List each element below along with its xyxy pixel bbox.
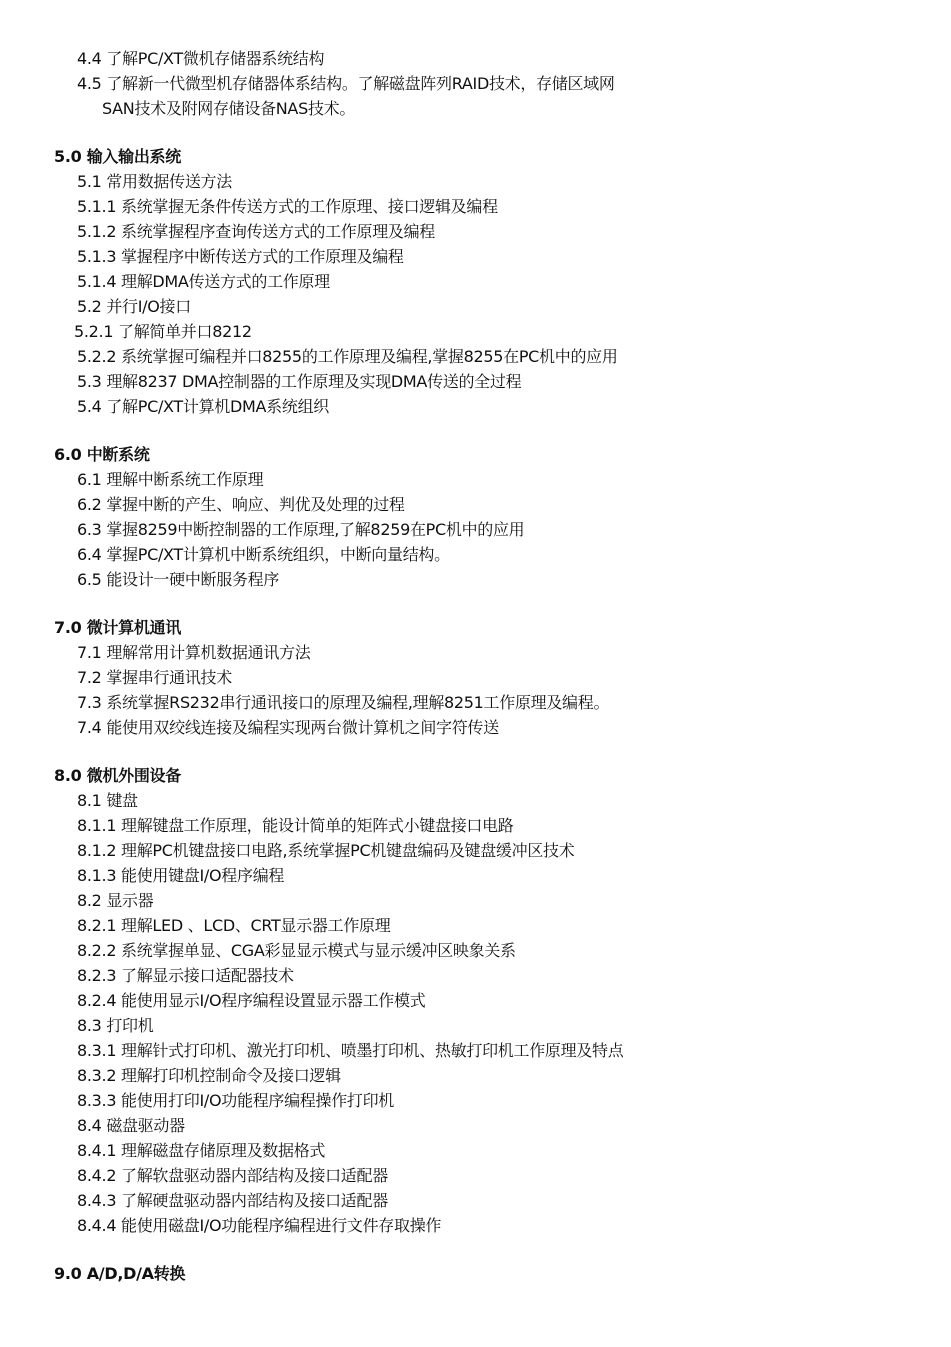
item-5-1-3: 5.1.3 掌握程序中断传送方式的工作原理及编程 bbox=[77, 247, 404, 266]
item-8-3-3: 8.3.3 能使用打印I/O功能程序编程操作打印机 bbox=[77, 1091, 395, 1110]
section-heading-6: 6.0 中断系统 bbox=[54, 445, 150, 464]
item-5-2: 5.2 并行I/O接口 bbox=[77, 297, 191, 316]
item-5-1-2: 5.1.2 系统掌握程序查询传送方式的工作原理及编程 bbox=[77, 222, 435, 241]
item-8-4: 8.4 磁盘驱动器 bbox=[77, 1116, 185, 1135]
item-7-2: 7.2 掌握串行通讯技术 bbox=[77, 668, 232, 687]
item-5-2-2: 5.2.2 系统掌握可编程并口8255的工作原理及编程,掌握8255在PC机中的应用 bbox=[77, 347, 618, 366]
item-8-4-1: 8.4.1 理解磁盘存储原理及数据格式 bbox=[77, 1141, 326, 1160]
item-5-1-1: 5.1.1 系统掌握无条件传送方式的工作原理、接口逻辑及编程 bbox=[77, 197, 498, 216]
item-8-3-1: 8.3.1 理解针式打印机、激光打印机、喷墨打印机、热敏打印机工作原理及特点 bbox=[77, 1041, 624, 1060]
item-8-1: 8.1 键盘 bbox=[77, 791, 138, 810]
item-8-3: 8.3 打印机 bbox=[77, 1016, 154, 1035]
item-4-4: 4.4 了解PC/XT微机存储器系统结构 bbox=[77, 49, 325, 68]
section-heading-8: 8.0 微机外围设备 bbox=[54, 766, 181, 785]
item-8-1-1: 8.1.1 理解键盘工作原理，能设计简单的矩阵式小键盘接口电路 bbox=[77, 816, 514, 835]
section-heading-9: 9.0 A/D,D/A转换 bbox=[54, 1264, 186, 1283]
item-8-2-3: 8.2.3 了解显示接口适配器技术 bbox=[77, 966, 294, 985]
item-6-3: 6.3 掌握8259中断控制器的工作原理,了解8259在PC机中的应用 bbox=[77, 520, 525, 539]
item-7-3: 7.3 系统掌握RS232串行通讯接口的原理及编程,理解8251工作原理及编程。 bbox=[77, 693, 610, 712]
item-8-2-1: 8.2.1 理解LED 、LCD、CRT显示器工作原理 bbox=[77, 916, 391, 935]
item-5-1-4: 5.1.4 理解DMA传送方式的工作原理 bbox=[77, 272, 330, 291]
item-6-4: 6.4 掌握PC/XT计算机中断系统组织，中断向量结构。 bbox=[77, 545, 450, 564]
item-4-5: 4.5 了解新一代微型机存储器体系结构。了解磁盘阵列RAID技术，存储区域网 bbox=[77, 74, 615, 93]
item-5-4: 5.4 了解PC/XT计算机DMA系统组织 bbox=[77, 397, 329, 416]
section-heading-5: 5.0 输入输出系统 bbox=[54, 147, 181, 166]
item-8-1-2: 8.1.2 理解PC机键盘接口电路,系统掌握PC机键盘编码及键盘缓冲区技术 bbox=[77, 841, 575, 860]
item-7-1: 7.1 理解常用计算机数据通讯方法 bbox=[77, 643, 311, 662]
item-6-2: 6.2 掌握中断的产生、响应、判优及处理的过程 bbox=[77, 495, 405, 514]
item-5-3: 5.3 理解8237 DMA控制器的工作原理及实现DMA传送的全过程 bbox=[77, 372, 522, 391]
item-6-5: 6.5 能设计一硬中断服务程序 bbox=[77, 570, 280, 589]
item-8-1-3: 8.1.3 能使用键盘I/O程序编程 bbox=[77, 866, 285, 885]
item-8-4-2: 8.4.2 了解软盘驱动器内部结构及接口适配器 bbox=[77, 1166, 388, 1185]
item-5-2-1: 5.2.1 了解简单并口8212 bbox=[74, 322, 252, 341]
item-6-1: 6.1 理解中断系统工作原理 bbox=[77, 470, 264, 489]
item-5-1: 5.1 常用数据传送方法 bbox=[77, 172, 232, 191]
item-8-2-4: 8.2.4 能使用显示I/O程序编程设置显示器工作模式 bbox=[77, 991, 426, 1010]
item-8-4-4: 8.4.4 能使用磁盘I/O功能程序编程进行文件存取操作 bbox=[77, 1216, 442, 1235]
item-8-2: 8.2 显示器 bbox=[77, 891, 154, 910]
item-4-5-continued: SAN技术及附网存储设备NAS技术。 bbox=[102, 99, 356, 118]
item-8-2-2: 8.2.2 系统掌握单显、CGA彩显显示模式与显示缓冲区映象关系 bbox=[77, 941, 516, 960]
section-heading-7: 7.0 微计算机通讯 bbox=[54, 618, 181, 637]
item-8-4-3: 8.4.3 了解硬盘驱动器内部结构及接口适配器 bbox=[77, 1191, 388, 1210]
item-7-4: 7.4 能使用双绞线连接及编程实现两台微计算机之间字符传送 bbox=[77, 718, 499, 737]
item-8-3-2: 8.3.2 理解打印机控制命令及接口逻辑 bbox=[77, 1066, 341, 1085]
